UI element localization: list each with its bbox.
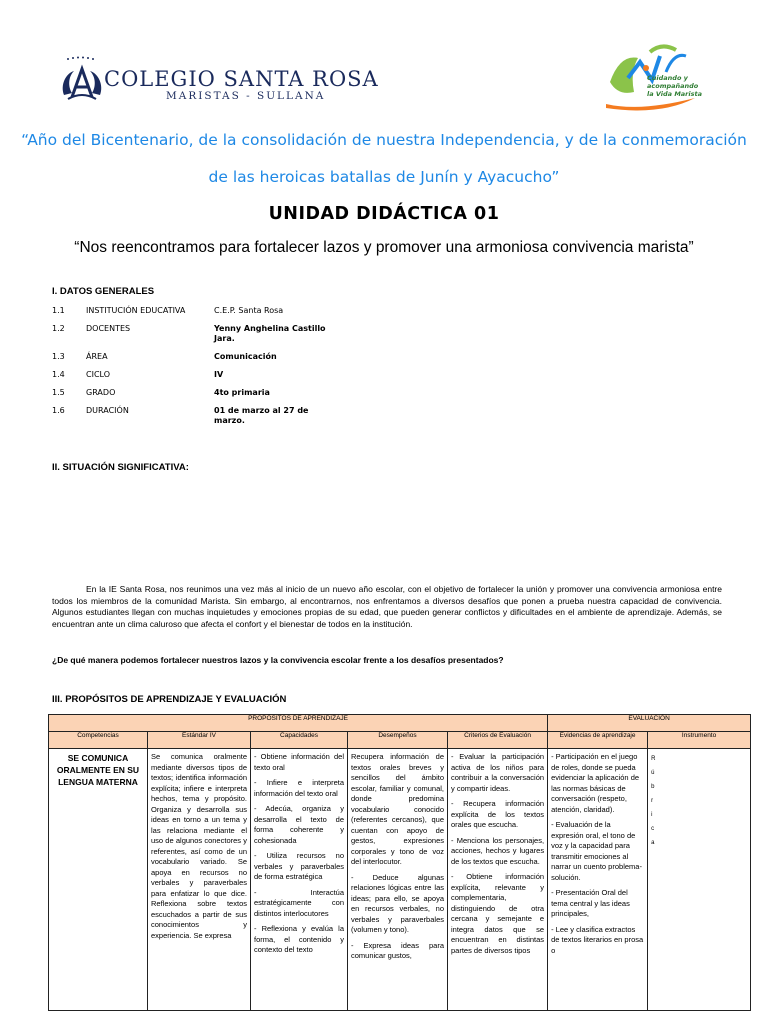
datos-num: 1.6 — [52, 406, 65, 415]
datos-label: DURACIÓN — [86, 406, 129, 415]
datos-label: INSTITUCIÓN EDUCATIVA — [86, 306, 186, 315]
datos-value: C.E.P. Santa Rosa — [214, 306, 284, 315]
instrumento-letter: R — [651, 756, 656, 762]
desempeno-item: - Expresa ideas para comunicar gustos, — [351, 940, 444, 960]
unit-subtitle: “Nos reencontramos para fortalecer lazos y promover una armoniosa convivencia marista” — [74, 239, 694, 256]
instrumento-letter: r — [651, 798, 654, 804]
competencia-cell: SE COMUNICA ORALMENTE EN SU LENGUA MATERNA — [49, 749, 148, 1011]
group-header-propositos: PROPÓSITOS DE APRENDIZAJE — [49, 715, 548, 732]
instrumento-letter: a — [651, 840, 655, 846]
datos-label: DOCENTES — [86, 324, 131, 333]
slogan-line: acompañando — [647, 82, 699, 90]
column-header: Desempeños — [348, 732, 448, 749]
table-group-header-row — [49, 715, 751, 732]
instrumento-letter: i — [651, 812, 653, 818]
datos-value: 4to primaria — [214, 388, 270, 397]
marist-logo — [600, 42, 720, 114]
capacidad-item: - Utiliza recursos no verbales y paraverbales de forma estratégica — [254, 851, 344, 881]
evidencias-cell — [548, 749, 648, 1011]
column-header: Estándar IV — [148, 732, 251, 749]
propositos-table — [48, 714, 751, 1011]
evidencia-item: - Lee y clasifica extractos de textos literarios en prosa o — [551, 924, 644, 955]
school-subtitle: MARISTAS - SULLANA — [166, 90, 326, 102]
capacidad-item: - Reflexiona y evalúa la forma, el contenido y contexto del texto — [254, 924, 344, 954]
datos-num: 1.3 — [52, 352, 65, 361]
estandar-cell: Se comunica oralmente mediante diversos tipos de textos; identifica información explícita; infiere e interpreta hechos, tema y propósito. Organiza y desarrolla sus ideas en torno a un tema y las relaciona mediante el uso de algunos conectores y referentes, así como de un vocabulario variado. Se apoya en recursos no verbales y paraverbales para enfatizar lo que dice. Reflexiona sobre textos escuchados a partir de sus conocimientos y experiencia. Se expresa — [148, 749, 251, 1011]
situacion-question: ¿De qué manera podemos fortalecer nuestros lazos y la convivencia escolar frente a los desafíos presentados? — [52, 655, 504, 665]
section-heading-situacion: II. SITUACIÓN SIGNIFICATIVA: — [52, 462, 189, 473]
desempeno-item: - Deduce algunas relaciones lógicas entre las ideas; para ello, se apoya en recursos verbales, no verbales y paraverbales (volumen y tono). — [351, 872, 444, 934]
school-name: COLEGIO SANTA ROSA — [104, 67, 379, 91]
criterio-item: - Menciona los personajes, acciones, hechos y lugares de los textos que escucha. — [451, 835, 545, 866]
capacidades-cell — [251, 749, 348, 1011]
column-header: Instrumento — [648, 732, 751, 749]
desempenos-cell — [348, 749, 448, 1011]
column-header: Evidencias de aprendizaje — [548, 732, 648, 749]
datos-num: 1.2 — [52, 324, 65, 333]
marist-slogan — [647, 74, 702, 98]
datos-num: 1.5 — [52, 388, 65, 397]
datos-num: 1.4 — [52, 370, 65, 379]
datos-value: Comunicación — [214, 352, 277, 361]
criterio-item: - Evaluar la participación activa de los niños para contribuir a la conversación y compartir ideas. — [451, 752, 545, 793]
datos-value: IV — [214, 370, 224, 379]
school-logo — [58, 55, 379, 110]
slogan-line: la Vida Marista — [647, 90, 702, 98]
year-quote-line-1: “Año del Bicentenario, de la consolidación de nuestra Independencia, y de la conmemoración — [21, 131, 747, 149]
instrumento-letter: b — [651, 784, 655, 790]
datos-value: 01 de marzo al 27 de marzo. — [214, 406, 309, 425]
capacidad-item: - Obtiene información del texto oral — [254, 752, 344, 772]
section-heading-propositos: III. PROPÓSITOS DE APRENDIZAJE Y EVALUACIÓN — [52, 694, 287, 705]
criterios-cell — [448, 749, 548, 1011]
evidencia-item: - Participación en el juego de roles, donde se pueda evidenciar la aplicación de las normas básicas de conversación (respeto, atención, claridad). — [551, 752, 640, 814]
evidencia-item: - Evaluación de la expresión oral, el tono de voz y la capacidad para transmitir emociones al narrar un cuento problema-solución. — [551, 820, 642, 882]
datos-label: GRADO — [86, 388, 116, 397]
criterio-item: - Obtiene información explícita, relevante y complementaria, distinguiendo de otra cercana y semejante e integra datos que se encuentran en distintas partes de diversos tipos — [451, 872, 545, 955]
instrumento-cell — [648, 749, 751, 1011]
unit-title: UNIDAD DIDÁCTICA 01 — [268, 204, 500, 224]
year-quote-line-2: de las heroicas batallas de Junín y Ayacucho” — [208, 168, 560, 186]
column-header: Criterios de Evaluación — [448, 732, 548, 749]
desempeno-item: Recupera información de textos orales breves y sencillos del ámbito escolar, familiar y comunal, donde predomina vocabulario conocido (referentes cercanos), que cuentan con apoyo de gestos, expresiones corporales y tono de voz del interlocutor. — [351, 752, 444, 866]
capacidad-item: - Interactúa estratégicamente con distintos interlocutores — [254, 887, 344, 918]
slogan-line: Cuidando y — [647, 74, 688, 82]
datos-label: CICLO — [86, 370, 110, 379]
instrumento-letter: ú — [651, 770, 655, 776]
datos-num: 1.1 — [52, 306, 65, 315]
evidencia-item: - Presentación Oral del tema central y las ideas principales, — [551, 888, 630, 918]
table-column-header-row — [49, 732, 751, 749]
datos-label: ÁREA — [86, 352, 108, 361]
table-row — [49, 749, 751, 1011]
group-header-evaluacion: EVALUACIÓN — [548, 715, 751, 732]
school-crest-icon — [58, 55, 106, 105]
situacion-paragraph: En la IE Santa Rosa, nos reunimos una vez más al inicio de un nuevo año escolar, con el objetivo de fortalecer la unión y promover una convivencia armoniosa entre todos los miembros de la comunidad Marista. Sin embargo, al encontrarnos, nos enfrentamos a diversos desafíos que ponen a prueba nuestra capacidad de convivencia. Algunos estudiantes llegan con muchas inquietudes y emociones propias de su edad, que pueden generar conflictos y dificultades en el ambiente de aprendizaje. Además, se encuentran ante un clima caluroso que afecta el confort y el bienestar de todos en la institución. — [52, 584, 722, 629]
column-header: Capacidades — [251, 732, 348, 749]
instrumento-letter: c — [651, 826, 655, 832]
capacidad-item: - Adecúa, organiza y desarrolla el texto de forma coherente y cohesionada — [254, 804, 344, 845]
criterio-item: - Recupera información explícita de los textos orales que escucha. — [451, 799, 545, 829]
capacidad-item: - Infiere e interpreta información del texto oral — [254, 778, 344, 798]
section-heading-datos: I. DATOS GENERALES — [52, 286, 155, 297]
datos-value: Yenny Anghelina Castillo Jara. — [214, 324, 326, 343]
column-header: Competencias — [49, 732, 148, 749]
